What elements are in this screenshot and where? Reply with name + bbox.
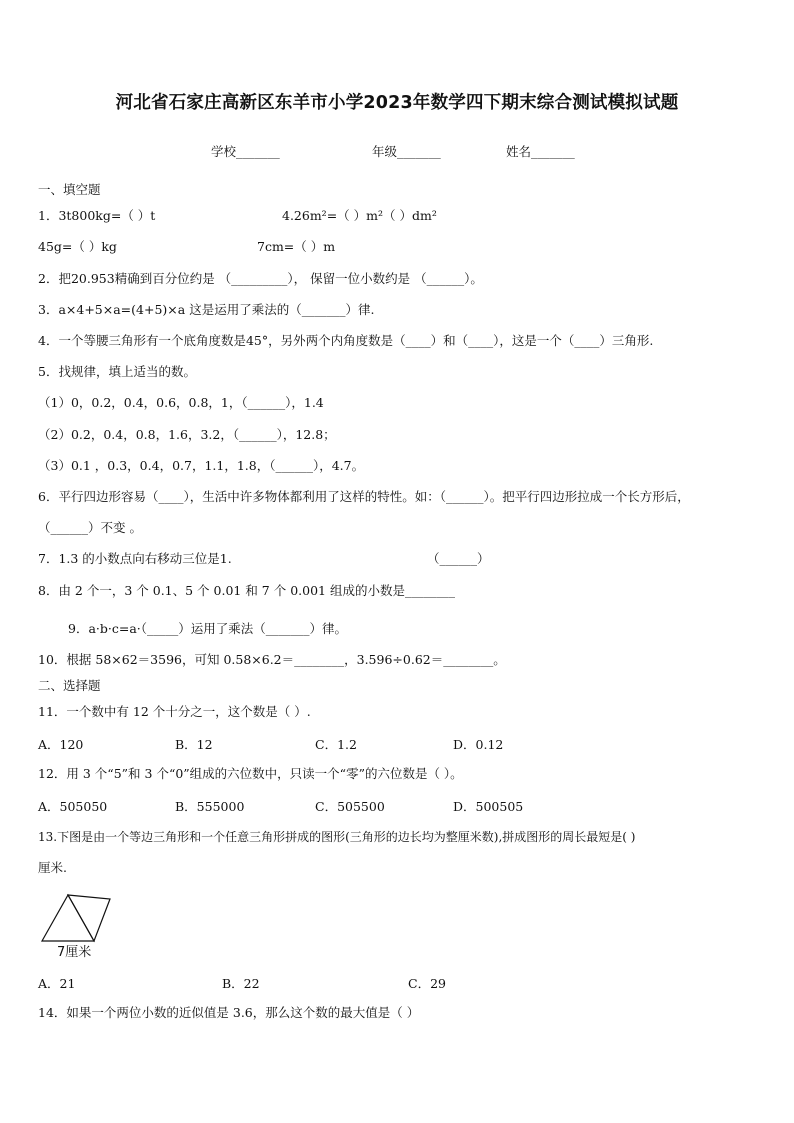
question-14: 14．如果一个两位小数的近似值是 3.6，那么这个数的最大值是（ ） [38, 1005, 420, 1020]
q11-option-b: B．12 [175, 737, 213, 752]
q11-option-d: D．0.12 [453, 737, 504, 752]
question-8: 8．由 2 个一，3 个 0.1、5 个 0.01 和 7 个 0.001 组成的小数是________ [38, 583, 455, 598]
q11-option-a: A．120 [38, 737, 84, 752]
question-13: 13.下图是由一个等边三角形和一个任意三角形拼成的图形(三角形的边长均为整厘米数),拼成图形的周长最短是( ) [38, 830, 636, 844]
question-5-3: （3）0.1 ，0.3，0.4，0.7，1.1，1.8，（______），4.7。 [38, 458, 365, 473]
section-choice: 二、选择题 [38, 678, 101, 693]
grade-field: 年级_______ [372, 144, 441, 159]
question-2: 2．把20.953精确到百分位约是 （_________）， 保留一位小数约是 （______）。 [38, 271, 483, 286]
school-field: 学校_______ [211, 144, 280, 159]
question-9: 9．a·b·c=a·（_____）运用了乘法（_______）律。 [68, 621, 348, 636]
question-5-2: （2）0.2，0.4，0.8，1.6，3.2，（______），12.8； [38, 427, 336, 442]
question-6a: 6．平行四边形容易（____），生活中许多物体都利用了这样的特性。如：（______）。把平行四边形拉成一个长方形后， [38, 489, 690, 504]
q13-option-a: A．21 [38, 976, 76, 991]
q12-option-a: A．505050 [38, 799, 108, 814]
name-field: 姓名_______ [506, 144, 575, 159]
q13-option-c: C．29 [408, 976, 446, 991]
q12-option-c: C．505500 [315, 799, 385, 814]
question-13-unit: 厘米. [38, 860, 67, 875]
triangle-figure [36, 890, 116, 960]
page-title: 河北省石家庄高新区东羊市小学2023年数学四下期末综合测试模拟试题 [115, 93, 679, 113]
question-1b: 4.26m²=（ ）m²（ ）dm² [282, 208, 437, 223]
figure-side-label: 7厘米 [57, 945, 92, 960]
question-7-blank: （______） [427, 551, 490, 566]
question-6b: （______）不变 。 [38, 520, 142, 535]
question-5-1: （1）0，0.2，0.4，0.6，0.8，1，（______），1.4 [38, 395, 324, 410]
question-10: 10．根据 58×62＝3596，可知 0.58×6.2＝________，3.596÷0.62＝________。 [38, 652, 506, 667]
question-12: 12．用 3 个“5”和 3 个“0”组成的六位数中，只读一个“零”的六位数是（ ）。 [38, 766, 463, 781]
section-fill-in: 一、填空题 [38, 182, 101, 197]
question-1a: 1．3t800kg=（ ）t [38, 208, 156, 223]
equilateral-triangle [42, 895, 94, 941]
question-5: 5．找规律，填上适当的数。 [38, 364, 196, 379]
question-7: 7．1.3 的小数点向右移动三位是1. [38, 551, 232, 566]
question-4: 4．一个等腰三角形有一个底角度数是45°，另外两个内角度数是（____）和（____），这是一个（____）三角形. [38, 333, 654, 348]
q13-option-b: B．22 [222, 976, 260, 991]
q11-option-c: C．1.2 [315, 737, 357, 752]
question-3: 3．a×4+5×a=(4+5)×a 这是运用了乘法的（_______）律. [38, 302, 375, 317]
question-1d: 7cm=（ ）m [257, 239, 336, 254]
arbitrary-triangle [68, 895, 110, 941]
question-1c: 45g=（ ）kg [38, 239, 117, 254]
question-11: 11．一个数中有 12 个十分之一，这个数是（ ）. [38, 704, 311, 719]
q12-option-b: B．555000 [175, 799, 245, 814]
q12-option-d: D．500505 [453, 799, 524, 814]
